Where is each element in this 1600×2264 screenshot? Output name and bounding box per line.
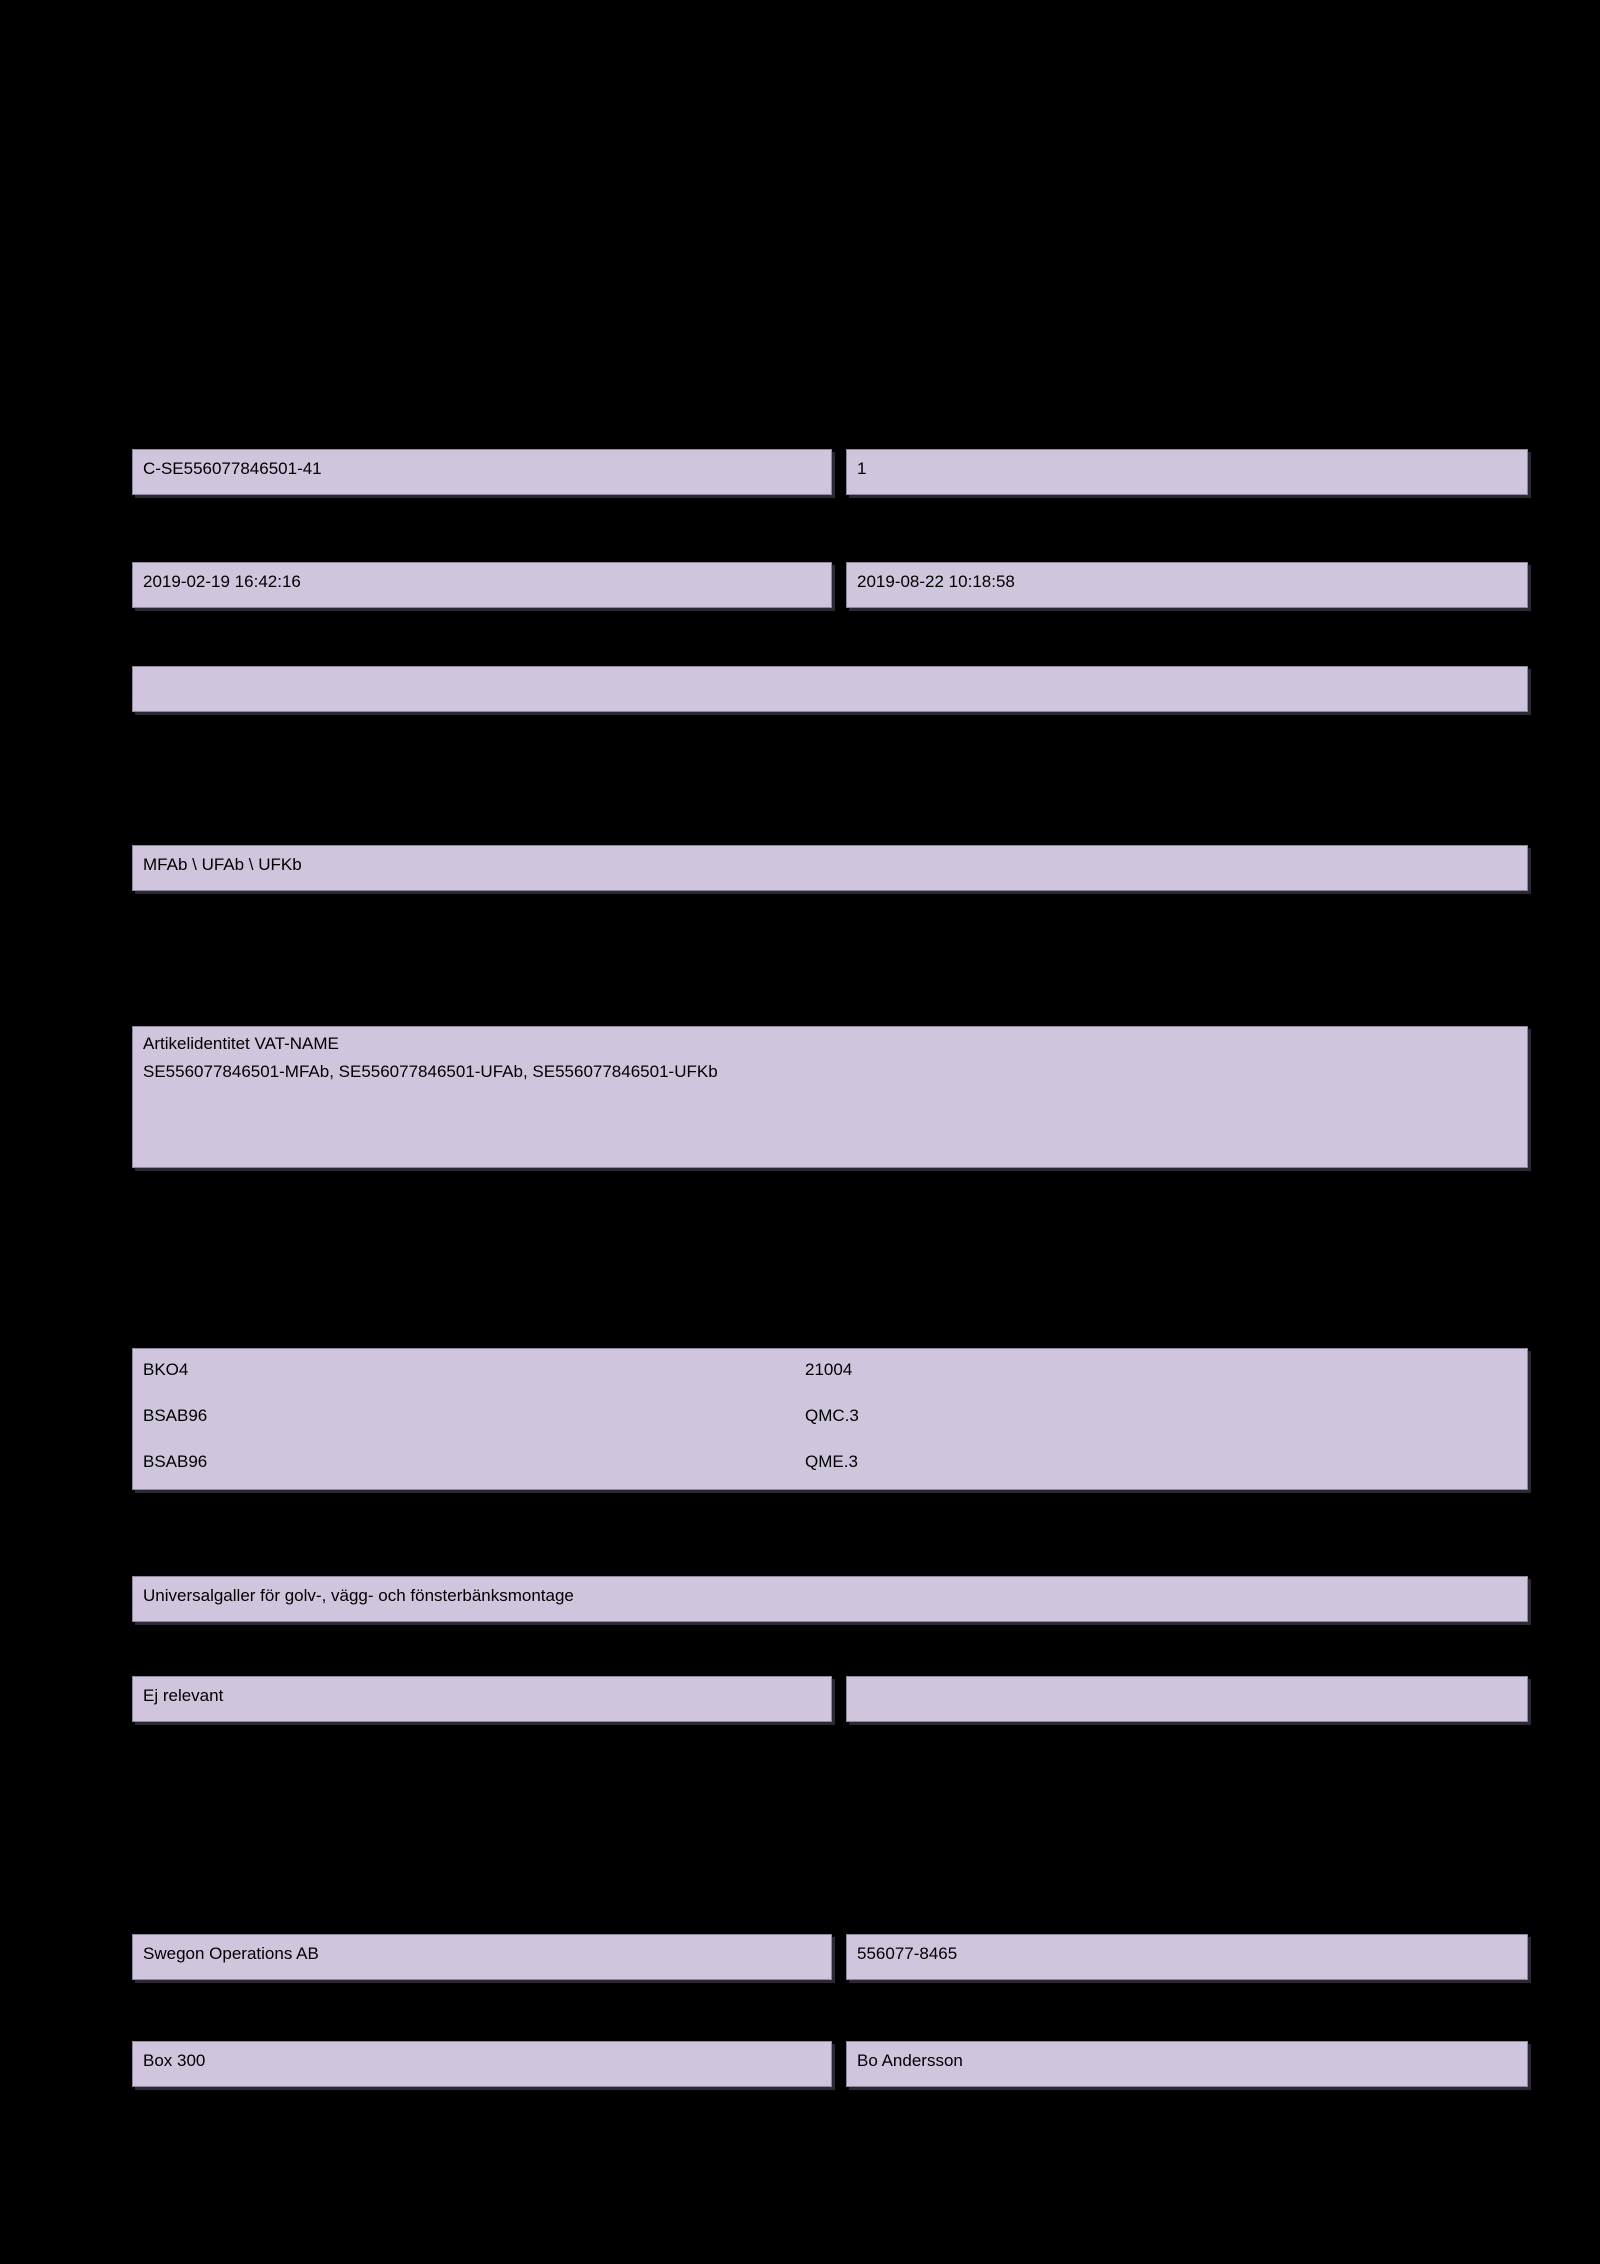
org-number-field[interactable]: 556077-8465 [846, 1934, 1528, 1980]
relevance-right-field[interactable] [846, 1676, 1528, 1722]
table-row[interactable] [133, 1441, 1527, 1487]
identity-title-row [133, 1027, 1527, 1061]
identity-values: SE556077846501-MFAb, SE556077846501-UFAb, SE556077846501-UFKb [143, 1062, 718, 1081]
description-field[interactable]: Universalgaller för golv-, vägg- och fönsterbänksmontage [132, 1576, 1528, 1622]
classification-code: QME.3 [805, 1452, 858, 1471]
modified-date-field[interactable]: 2019-08-22 10:18:58 [846, 562, 1528, 608]
classification-system: BKO4 [143, 1360, 189, 1379]
version-field[interactable]: 1 [846, 449, 1528, 495]
classification-code: QMC.3 [805, 1406, 859, 1425]
table-row[interactable] [133, 1349, 1527, 1395]
table-row[interactable] [133, 1395, 1527, 1441]
contact-person-field[interactable]: Bo Andersson [846, 2041, 1528, 2087]
classification-code: 21004 [805, 1360, 853, 1379]
address-field[interactable]: Box 300 [132, 2041, 832, 2087]
classification-table [132, 1348, 1528, 1490]
relevance-field[interactable]: Ej relevant [132, 1676, 832, 1722]
article-codes-field[interactable]: MFAb \ UFAb \ UFKb [132, 845, 1528, 891]
identity-title: Artikelidentitet VAT-NAME [143, 1034, 339, 1053]
identity-code-field[interactable]: C-SE556077846501-41 [132, 449, 832, 495]
empty-field[interactable] [132, 666, 1528, 712]
classification-system: BSAB96 [143, 1452, 208, 1471]
article-identity-block [132, 1026, 1528, 1168]
created-date-field[interactable]: 2019-02-19 16:42:16 [132, 562, 832, 608]
identity-values-row [133, 1061, 1527, 1095]
classification-system: BSAB96 [143, 1406, 208, 1425]
company-name-field[interactable]: Swegon Operations AB [132, 1934, 832, 1980]
